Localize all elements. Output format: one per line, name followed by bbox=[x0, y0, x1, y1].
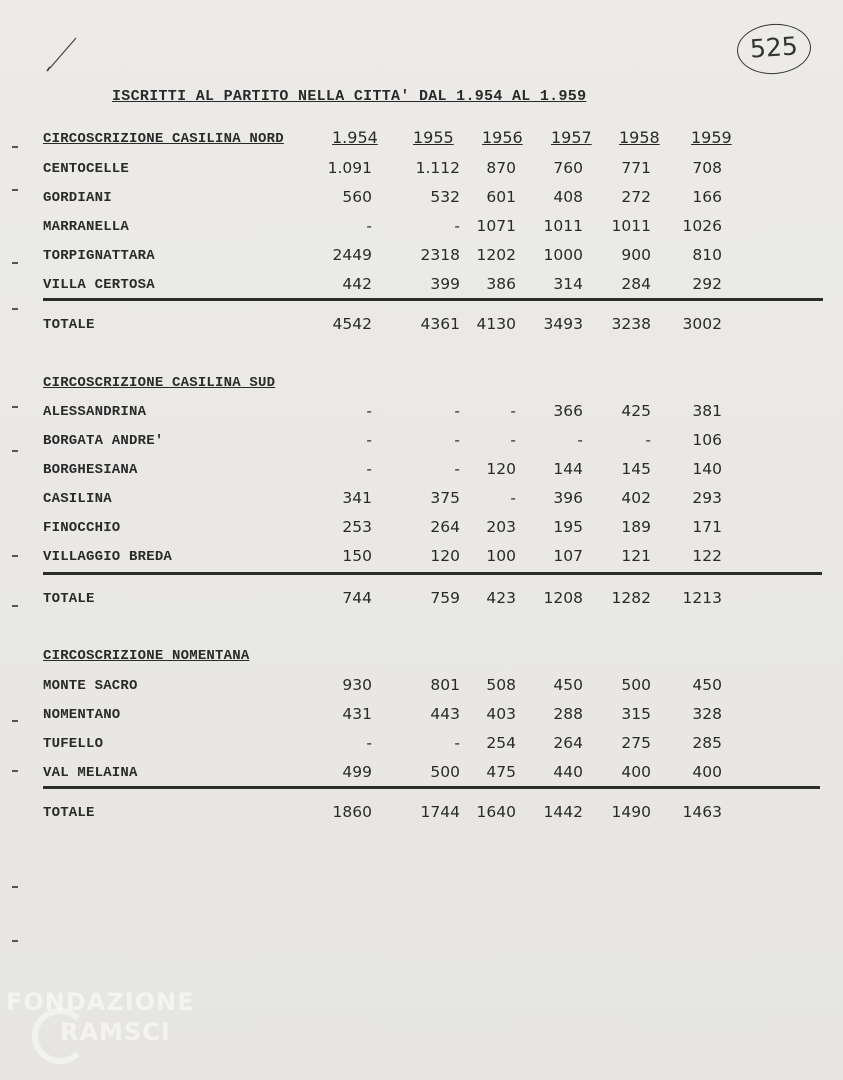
total-value-cell: 4361 bbox=[420, 315, 460, 333]
value-cell: - bbox=[366, 734, 372, 752]
value-cell: 189 bbox=[621, 518, 651, 536]
row-label: TUFELLO bbox=[43, 736, 104, 752]
value-cell: - bbox=[510, 489, 516, 507]
value-cell: 810 bbox=[692, 246, 722, 264]
value-cell: 264 bbox=[430, 518, 460, 536]
value-cell: 264 bbox=[553, 734, 583, 752]
value-cell: 425 bbox=[621, 402, 651, 420]
total-value-cell: 1640 bbox=[476, 803, 516, 821]
value-cell: 1000 bbox=[543, 246, 583, 264]
row-label: TORPIGNATTARA bbox=[43, 248, 155, 264]
year-header: 1958 bbox=[619, 128, 660, 147]
total-divider bbox=[43, 786, 820, 789]
value-cell: 1.091 bbox=[327, 159, 372, 177]
value-cell: - bbox=[454, 402, 460, 420]
total-value-cell: 3002 bbox=[682, 315, 722, 333]
value-cell: 450 bbox=[692, 676, 722, 694]
value-cell: 284 bbox=[621, 275, 651, 293]
value-cell: 171 bbox=[692, 518, 722, 536]
margin-mark bbox=[12, 406, 18, 408]
row-label: CASILINA bbox=[43, 491, 112, 507]
value-cell: 285 bbox=[692, 734, 722, 752]
value-cell: 870 bbox=[486, 159, 516, 177]
watermark-line-2: RAMSCI bbox=[60, 1018, 171, 1046]
row-label: VILLA CERTOSA bbox=[43, 277, 155, 293]
pen-mark bbox=[44, 34, 84, 74]
margin-mark bbox=[12, 450, 18, 452]
value-cell: 601 bbox=[486, 188, 516, 206]
row-label: ALESSANDRINA bbox=[43, 404, 147, 420]
total-value-cell: 1490 bbox=[611, 803, 651, 821]
row-label: NOMENTANO bbox=[43, 707, 121, 723]
value-cell: 203 bbox=[486, 518, 516, 536]
year-header: 1955 bbox=[413, 128, 454, 147]
row-label: CENTOCELLE bbox=[43, 161, 130, 177]
value-cell: 442 bbox=[342, 275, 372, 293]
total-value-cell: 1282 bbox=[611, 589, 651, 607]
value-cell: 508 bbox=[486, 676, 516, 694]
value-cell: 1.112 bbox=[415, 159, 460, 177]
total-value-cell: 4130 bbox=[476, 315, 516, 333]
margin-mark bbox=[12, 605, 18, 607]
total-value-cell: 1442 bbox=[543, 803, 583, 821]
section-title: CIRCOSCRIZIONE CASILINA NORD bbox=[43, 131, 284, 147]
value-cell: 440 bbox=[553, 763, 583, 781]
value-cell: 431 bbox=[342, 705, 372, 723]
margin-mark bbox=[12, 770, 18, 772]
value-cell: 121 bbox=[621, 547, 651, 565]
total-value-cell: 3493 bbox=[543, 315, 583, 333]
value-cell: 1011 bbox=[543, 217, 583, 235]
total-divider bbox=[43, 298, 823, 301]
value-cell: 499 bbox=[342, 763, 372, 781]
value-cell: 366 bbox=[553, 402, 583, 420]
value-cell: - bbox=[454, 460, 460, 478]
value-cell: - bbox=[366, 431, 372, 449]
value-cell: 1202 bbox=[476, 246, 516, 264]
value-cell: 1071 bbox=[476, 217, 516, 235]
value-cell: 801 bbox=[430, 676, 460, 694]
value-cell: 386 bbox=[486, 275, 516, 293]
value-cell: 443 bbox=[430, 705, 460, 723]
margin-mark bbox=[12, 555, 18, 557]
value-cell: 272 bbox=[621, 188, 651, 206]
value-cell: 195 bbox=[553, 518, 583, 536]
row-label: VAL MELAINA bbox=[43, 765, 138, 781]
value-cell: 381 bbox=[692, 402, 722, 420]
row-label: BORGATA ANDRE' bbox=[43, 433, 164, 449]
value-cell: 760 bbox=[553, 159, 583, 177]
row-label: MONTE SACRO bbox=[43, 678, 138, 694]
value-cell: 107 bbox=[553, 547, 583, 565]
value-cell: - bbox=[645, 431, 651, 449]
value-cell: 122 bbox=[692, 547, 722, 565]
page-number-circle: 525 bbox=[735, 21, 812, 76]
value-cell: 532 bbox=[430, 188, 460, 206]
year-header: 1956 bbox=[482, 128, 523, 147]
value-cell: 100 bbox=[486, 547, 516, 565]
value-cell: - bbox=[366, 402, 372, 420]
total-label: TOTALE bbox=[43, 317, 95, 333]
total-divider bbox=[43, 572, 822, 575]
value-cell: 560 bbox=[342, 188, 372, 206]
total-value-cell: 423 bbox=[486, 589, 516, 607]
year-header: 1957 bbox=[551, 128, 592, 147]
total-value-cell: 4542 bbox=[332, 315, 372, 333]
value-cell: 150 bbox=[342, 547, 372, 565]
margin-mark bbox=[12, 262, 18, 264]
row-label: BORGHESIANA bbox=[43, 462, 138, 478]
value-cell: - bbox=[577, 431, 583, 449]
value-cell: 399 bbox=[430, 275, 460, 293]
value-cell: 1026 bbox=[682, 217, 722, 235]
value-cell: 408 bbox=[553, 188, 583, 206]
value-cell: 254 bbox=[486, 734, 516, 752]
row-label: MARRANELLA bbox=[43, 219, 130, 235]
section-title: CIRCOSCRIZIONE CASILINA SUD bbox=[43, 375, 276, 391]
value-cell: 293 bbox=[692, 489, 722, 507]
document-title: ISCRITTI AL PARTITO NELLA CITTA' DAL 1.954 AL 1.959 bbox=[112, 88, 587, 105]
value-cell: 314 bbox=[553, 275, 583, 293]
value-cell: 315 bbox=[621, 705, 651, 723]
value-cell: 328 bbox=[692, 705, 722, 723]
row-label: GORDIANI bbox=[43, 190, 112, 206]
value-cell: 288 bbox=[553, 705, 583, 723]
value-cell: 292 bbox=[692, 275, 722, 293]
total-value-cell: 1213 bbox=[682, 589, 722, 607]
total-label: TOTALE bbox=[43, 805, 95, 821]
total-label: TOTALE bbox=[43, 591, 95, 607]
value-cell: - bbox=[366, 460, 372, 478]
value-cell: 771 bbox=[621, 159, 651, 177]
section-title: CIRCOSCRIZIONE NOMENTANA bbox=[43, 648, 250, 664]
value-cell: - bbox=[510, 402, 516, 420]
value-cell: 500 bbox=[621, 676, 651, 694]
value-cell: - bbox=[454, 431, 460, 449]
row-label: VILLAGGIO BREDA bbox=[43, 549, 173, 565]
value-cell: 2449 bbox=[332, 246, 372, 264]
value-cell: 341 bbox=[342, 489, 372, 507]
value-cell: 375 bbox=[430, 489, 460, 507]
value-cell: 166 bbox=[692, 188, 722, 206]
watermark-line-1: FONDAZIONE bbox=[6, 988, 195, 1016]
value-cell: 145 bbox=[621, 460, 651, 478]
value-cell: - bbox=[366, 217, 372, 235]
total-value-cell: 1860 bbox=[332, 803, 372, 821]
total-value-cell: 1463 bbox=[682, 803, 722, 821]
value-cell: 396 bbox=[553, 489, 583, 507]
value-cell: 475 bbox=[486, 763, 516, 781]
margin-mark bbox=[12, 720, 18, 722]
value-cell: 144 bbox=[553, 460, 583, 478]
value-cell: 400 bbox=[621, 763, 651, 781]
value-cell: 900 bbox=[621, 246, 651, 264]
value-cell: - bbox=[454, 734, 460, 752]
total-value-cell: 1744 bbox=[420, 803, 460, 821]
margin-mark bbox=[12, 146, 18, 148]
total-value-cell: 744 bbox=[342, 589, 372, 607]
value-cell: 120 bbox=[486, 460, 516, 478]
row-label: FINOCCHIO bbox=[43, 520, 121, 536]
total-value-cell: 1208 bbox=[543, 589, 583, 607]
year-header: 1.954 bbox=[332, 128, 378, 147]
value-cell: 120 bbox=[430, 547, 460, 565]
margin-mark bbox=[12, 189, 18, 191]
total-value-cell: 3238 bbox=[611, 315, 651, 333]
year-header: 1959 bbox=[691, 128, 732, 147]
value-cell: 106 bbox=[692, 431, 722, 449]
value-cell: 500 bbox=[430, 763, 460, 781]
value-cell: 1011 bbox=[611, 217, 651, 235]
value-cell: 450 bbox=[553, 676, 583, 694]
total-value-cell: 759 bbox=[430, 589, 460, 607]
value-cell: 930 bbox=[342, 676, 372, 694]
value-cell: 708 bbox=[692, 159, 722, 177]
value-cell: 403 bbox=[486, 705, 516, 723]
margin-mark bbox=[12, 308, 18, 310]
value-cell: 275 bbox=[621, 734, 651, 752]
value-cell: 140 bbox=[692, 460, 722, 478]
value-cell: 2318 bbox=[420, 246, 460, 264]
value-cell: 253 bbox=[342, 518, 372, 536]
value-cell: 400 bbox=[692, 763, 722, 781]
margin-mark bbox=[12, 940, 18, 942]
value-cell: - bbox=[510, 431, 516, 449]
value-cell: 402 bbox=[621, 489, 651, 507]
margin-mark bbox=[12, 886, 18, 888]
value-cell: - bbox=[454, 217, 460, 235]
